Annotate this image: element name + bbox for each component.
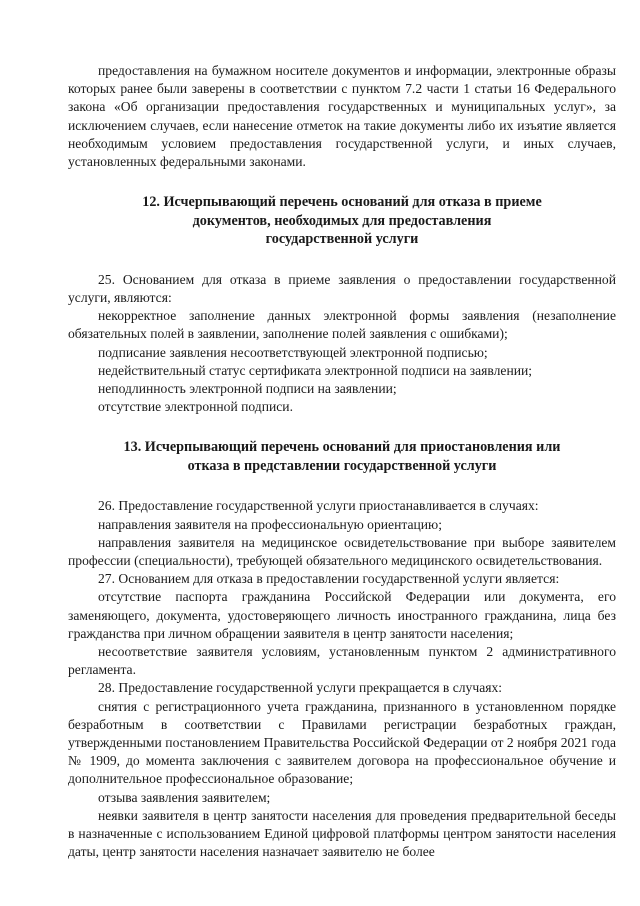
section-13-heading-line: 13. Исчерпывающий перечень оснований для приостановления или	[123, 439, 561, 456]
intro-paragraph: предоставления на бумажном носителе документов и информации, электронные образы которых ранее были заверены в соответствии с пунктом 7.2 части 1 статьи 16 Федерального закона «Об организации предоставления государственных и муниципальных услуг», за исключением случаев, если нанесение отметок на такие документы либо их изъятие является необходимым условием предоставления государственной услуги, и иных случаев, установленных федеральными законами.	[68, 63, 616, 170]
document-page	[68, 62, 616, 861]
section-12-heading-line: 12. Исчерпывающий перечень оснований для отказа в приеме	[142, 194, 542, 211]
section-12-heading-line: государственной услуги	[265, 231, 419, 248]
list-item: отсутствие электронной подписи.	[98, 399, 293, 415]
list-item: отзыва заявления заявителем;	[98, 789, 271, 805]
list-item: направления заявителя на медицинское освидетельствование при выборе заявителем профессии (специальности), требующей обязательного медицинского освидетельствования.	[68, 534, 616, 568]
list-item: неподлинность электронной подписи на заявлении;	[98, 380, 397, 396]
section-12-heading-line: документов, необходимых для предоставления	[192, 212, 492, 229]
paragraph-28: 28. Предоставление государственной услуги прекращается в случаях:	[98, 680, 503, 696]
list-item: некорректное заполнение данных электронной формы заявления (незаполнение обязательных полей в заявлении, заполнение полей заявления с ошибками);	[68, 308, 616, 342]
list-item: отсутствие паспорта гражданина Российской Федерации или документа, его заменяющего, документа, удостоверяющего личность иностранного гражданина, лица без гражданства при личном обращении заявителя в центр занятости населения;	[68, 589, 616, 641]
list-item: недействительный статус сертификата электронной подписи на заявлении;	[98, 362, 533, 378]
list-item: подписание заявления несоответствующей электронной подписью;	[98, 344, 488, 360]
section-13-heading	[68, 438, 616, 475]
list-item: неявки заявителя в центр занятости населения для проведения предварительной беседы в назначенные с использованием Единой цифровой платформы центром занятости населения даты, центр занятости населения назначает заявителю не более	[68, 807, 616, 860]
list-item: несоответствие заявителя условиям, установленным пунктом 2 административного регламента.	[68, 643, 616, 678]
list-item: снятия с регистрационного учета гражданина, признанного в установленном порядке безработным в соответствии с Правилами регистрации безработных граждан, утвержденными постановлением Правительства Российской Федерации от 2 ноября 2021 года № 1909, до момента заключения с заявителем договора на профессиональное обучение и дополнительное профессиональное образование;	[68, 698, 616, 787]
list-item: направления заявителя на профессиональную ориентацию;	[98, 516, 442, 532]
paragraph-25: 25. Основанием для отказа в приеме заявления о предоставлении государственной услуги, являются:	[68, 271, 616, 305]
section-13-heading-line: отказа в представлении государственной услуги	[187, 457, 497, 474]
section-12-heading	[68, 193, 616, 249]
paragraph-27: 27. Основанием для отказа в предоставлении государственной услуги является:	[98, 571, 560, 587]
paragraph-26: 26. Предоставление государственной услуги приостанавливается в случаях:	[98, 498, 539, 514]
